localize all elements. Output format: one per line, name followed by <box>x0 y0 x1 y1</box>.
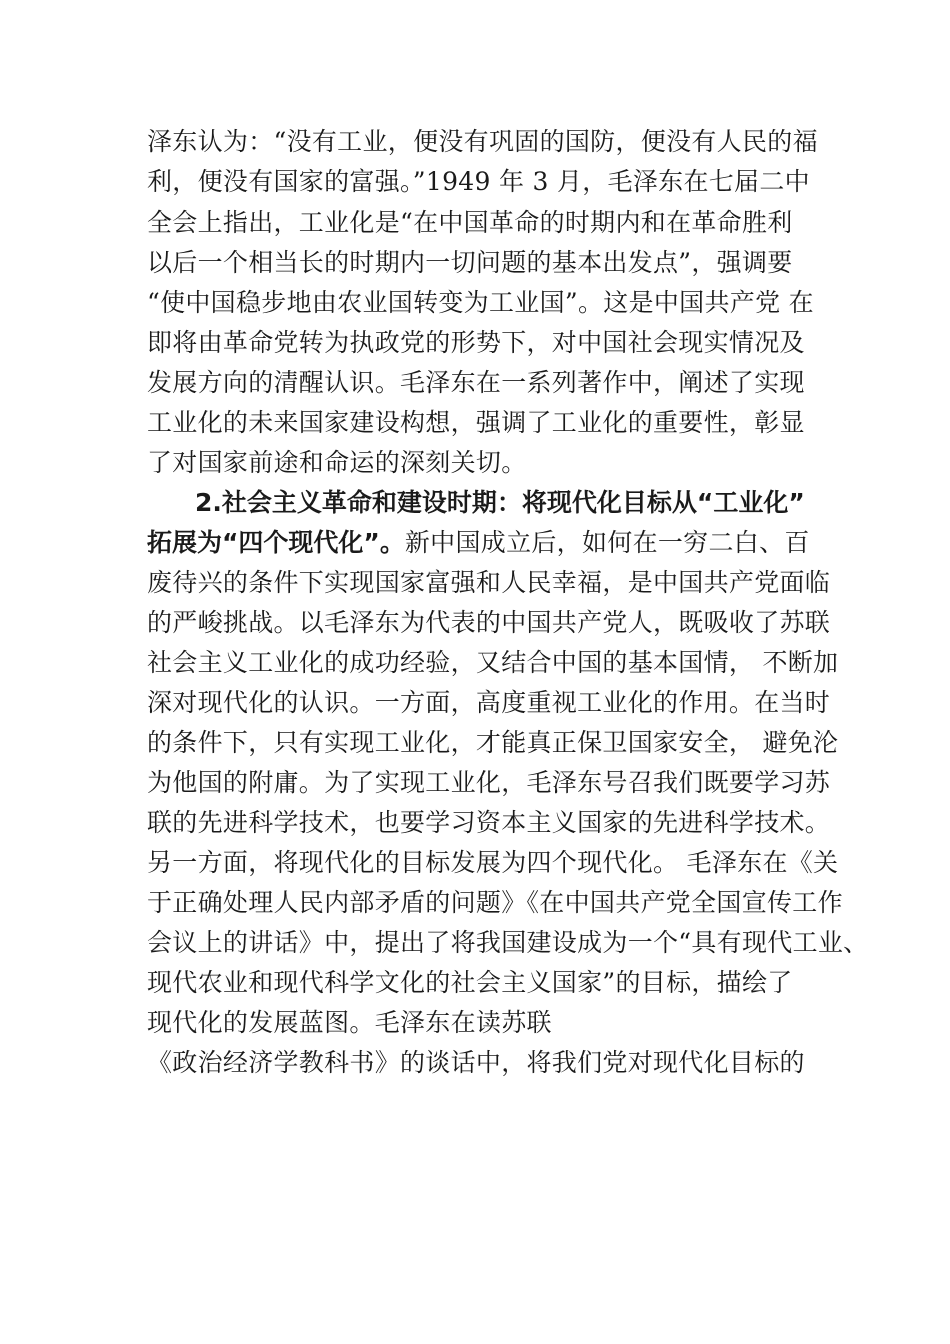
text-line: 另一方面，将现代化的目标发展为四个现代化。 毛泽东在《关 <box>147 848 839 877</box>
text-line: 联的先进科学技术，也要学习资本主义国家的先进科学技术。 <box>147 808 831 837</box>
text-line: “使中国稳步地由农业国转变为工业国”。这是中国共产党 在 <box>147 288 814 317</box>
text-line: 工业化的未来国家建设构想，强调了工业化的重要性，彰显 <box>147 408 805 437</box>
text-line: 发展方向的清醒认识。毛泽东在一系列著作中，阐述了实现 <box>147 368 805 397</box>
text-line: 现代化的发展蓝图。毛泽东在读苏联 <box>147 1008 552 1037</box>
text-line: 于正确处理人民内部矛盾的问题》《在中国共产党全国宣传工作 <box>147 888 843 917</box>
text-line: 泽东认为：“没有工业，便没有巩固的国防，便没有人民的福 <box>147 127 818 156</box>
text-line: 的严峻挑战。以毛泽东为代表的中国共产党人，既吸收了苏联 <box>147 608 831 637</box>
text-fragment: 新中国成立后，如何在一穷二白、百 <box>404 528 810 557</box>
text-line: 为他国的附庸。为了实现工业化，毛泽东号召我们既要学习苏 <box>147 768 831 797</box>
text-line: 现代农业和现代科学文化的社会主义国家”的目标，描绘了 <box>147 968 793 997</box>
text-line: 利，便没有国家的富强。”1949 年 3 月，毛泽东在七届二中 <box>147 167 810 196</box>
text-line: 《政治经济学教科书》的谈话中，将我们党对现代化目标的 <box>147 1048 805 1077</box>
text-line: 的条件下，只有实现工业化，才能真正保卫国家安全， 避免沦 <box>147 728 839 757</box>
text-line: 全会上指出，工业化是“在中国革命的时期内和在革命胜利 <box>147 208 793 237</box>
section-heading: 2.社会主义革命和建设时期：将现代化目标从“工业化” <box>195 488 805 517</box>
text-line: 社会主义工业化的成功经验，又结合中国的基本国情， 不断加 <box>147 648 839 677</box>
text-line: 深对现代化的认识。一方面，高度重视工业化的作用。在当时 <box>147 688 831 717</box>
text-line: 废待兴的条件下实现国家富强和人民幸福，是中国共产党面临 <box>147 568 831 597</box>
text-line: 即将由革命党转为执政党的形势下，对中国社会现实情况及 <box>147 328 805 357</box>
text-line: 了对国家前途和命运的深刻关切。 <box>147 448 527 477</box>
heading-continuation-line <box>147 526 810 560</box>
text-line: 会议上的讲话》中，提出了将我国建设成为一个“具有现代工业、 <box>147 928 869 957</box>
text-line: 以后一个相当长的时期内一切问题的基本出发点”，强调要 <box>147 248 793 277</box>
section-heading-end: 拓展为“四个现代化”。 <box>147 528 405 557</box>
